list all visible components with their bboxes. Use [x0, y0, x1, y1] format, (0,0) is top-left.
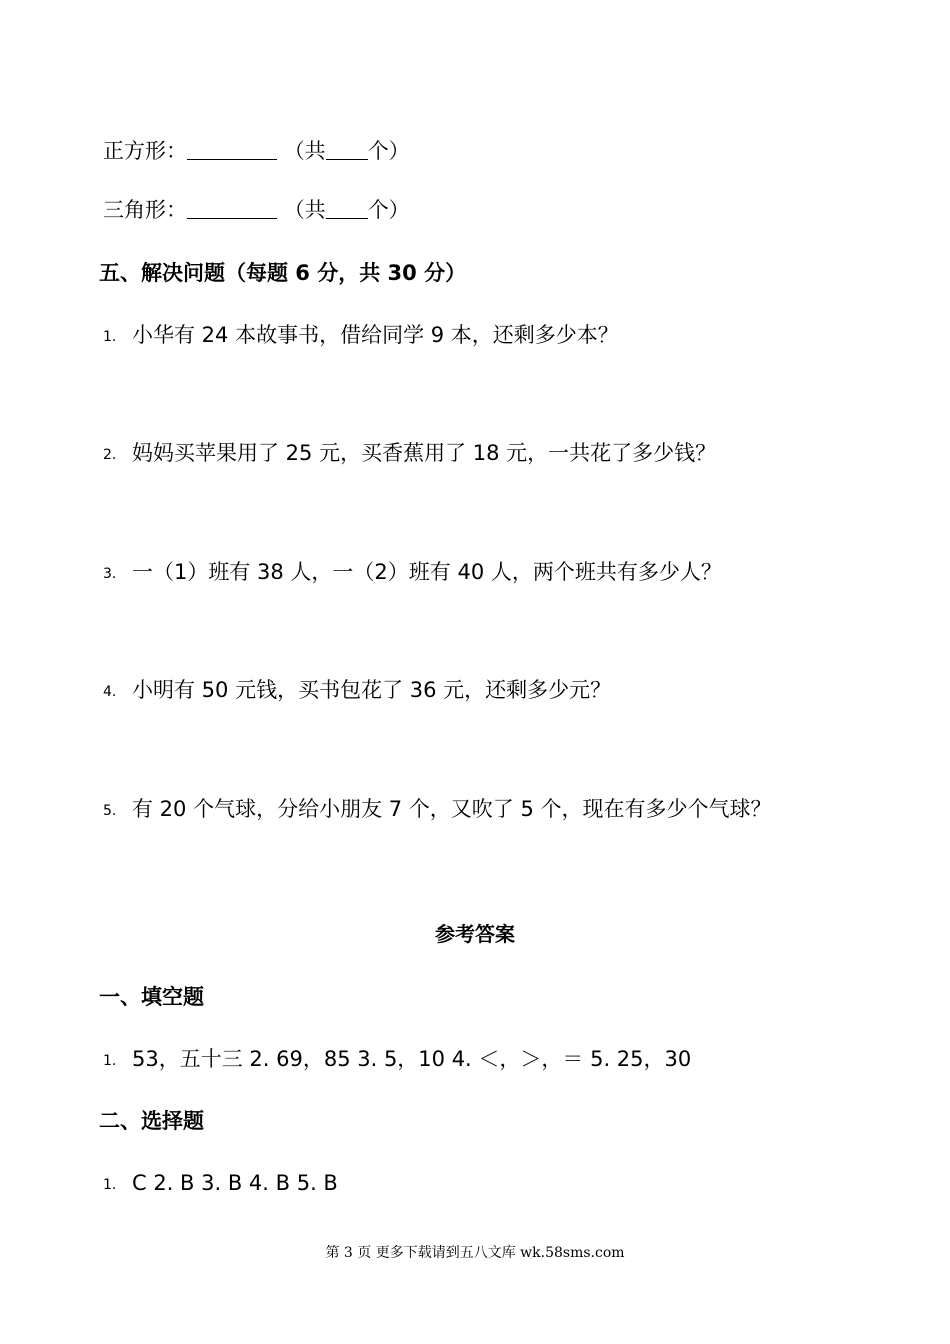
- answers-section-heading: 二、选择题: [99, 1109, 204, 1133]
- count-blank: [326, 137, 368, 160]
- answer-number: 1.: [103, 1053, 117, 1069]
- fill-line-label: 正方形：: [103, 139, 187, 163]
- answer-number: 1.: [103, 1177, 117, 1193]
- fill-line-label: 三角形：: [103, 198, 187, 222]
- count-close: 个）: [367, 198, 410, 222]
- page-footer: 第 3 页 更多下载请到五八文库 wk.58sms.com: [325, 1245, 625, 1261]
- question-item: [103, 320, 619, 352]
- count-blank: [326, 196, 368, 219]
- question-text: 小华有 24 本故事书，借给同学 9 本，还剩多少本？: [132, 323, 619, 347]
- answer-text: C 2. B 3. B 4. B 5. B: [132, 1171, 338, 1195]
- question-item: [103, 675, 611, 707]
- section-heading-problems: 五、解决问题（每题 6 分，共 30 分）: [99, 261, 467, 285]
- count-close: 个）: [367, 139, 410, 163]
- answers-title: 参考答案: [435, 922, 515, 946]
- answers-section-heading: 一、填空题: [99, 985, 204, 1009]
- question-number: 5.: [103, 803, 117, 819]
- count-open: （共: [283, 198, 326, 222]
- question-number: 3.: [103, 566, 117, 582]
- question-item: [103, 557, 722, 589]
- question-item: [103, 438, 716, 470]
- question-number: 4.: [103, 684, 117, 700]
- question-item: [103, 794, 772, 826]
- question-number: 2.: [103, 447, 117, 463]
- question-text: 有 20 个气球，分给小朋友 7 个，又吹了 5 个，现在有多少个气球？: [132, 797, 772, 821]
- fill-line-square: [103, 136, 410, 166]
- answer-blank: [187, 196, 277, 219]
- answer-item: [103, 1044, 691, 1076]
- answer-text: 53，五十三 2. 69，85 3. 5，10 4. ＜，＞，＝ 5. 25，30: [132, 1047, 692, 1071]
- fill-line-triangle: [103, 195, 410, 225]
- question-text: 妈妈买苹果用了 25 元，买香蕉用了 18 元，一共花了多少钱？: [132, 441, 717, 465]
- answer-blank: [187, 137, 277, 160]
- count-open: （共: [283, 139, 326, 163]
- answer-item: [103, 1168, 338, 1200]
- question-text: 小明有 50 元钱，买书包花了 36 元，还剩多少元？: [132, 678, 612, 702]
- question-number: 1.: [103, 329, 117, 345]
- question-text: 一（1）班有 38 人，一（2）班有 40 人，两个班共有多少人？: [132, 560, 722, 584]
